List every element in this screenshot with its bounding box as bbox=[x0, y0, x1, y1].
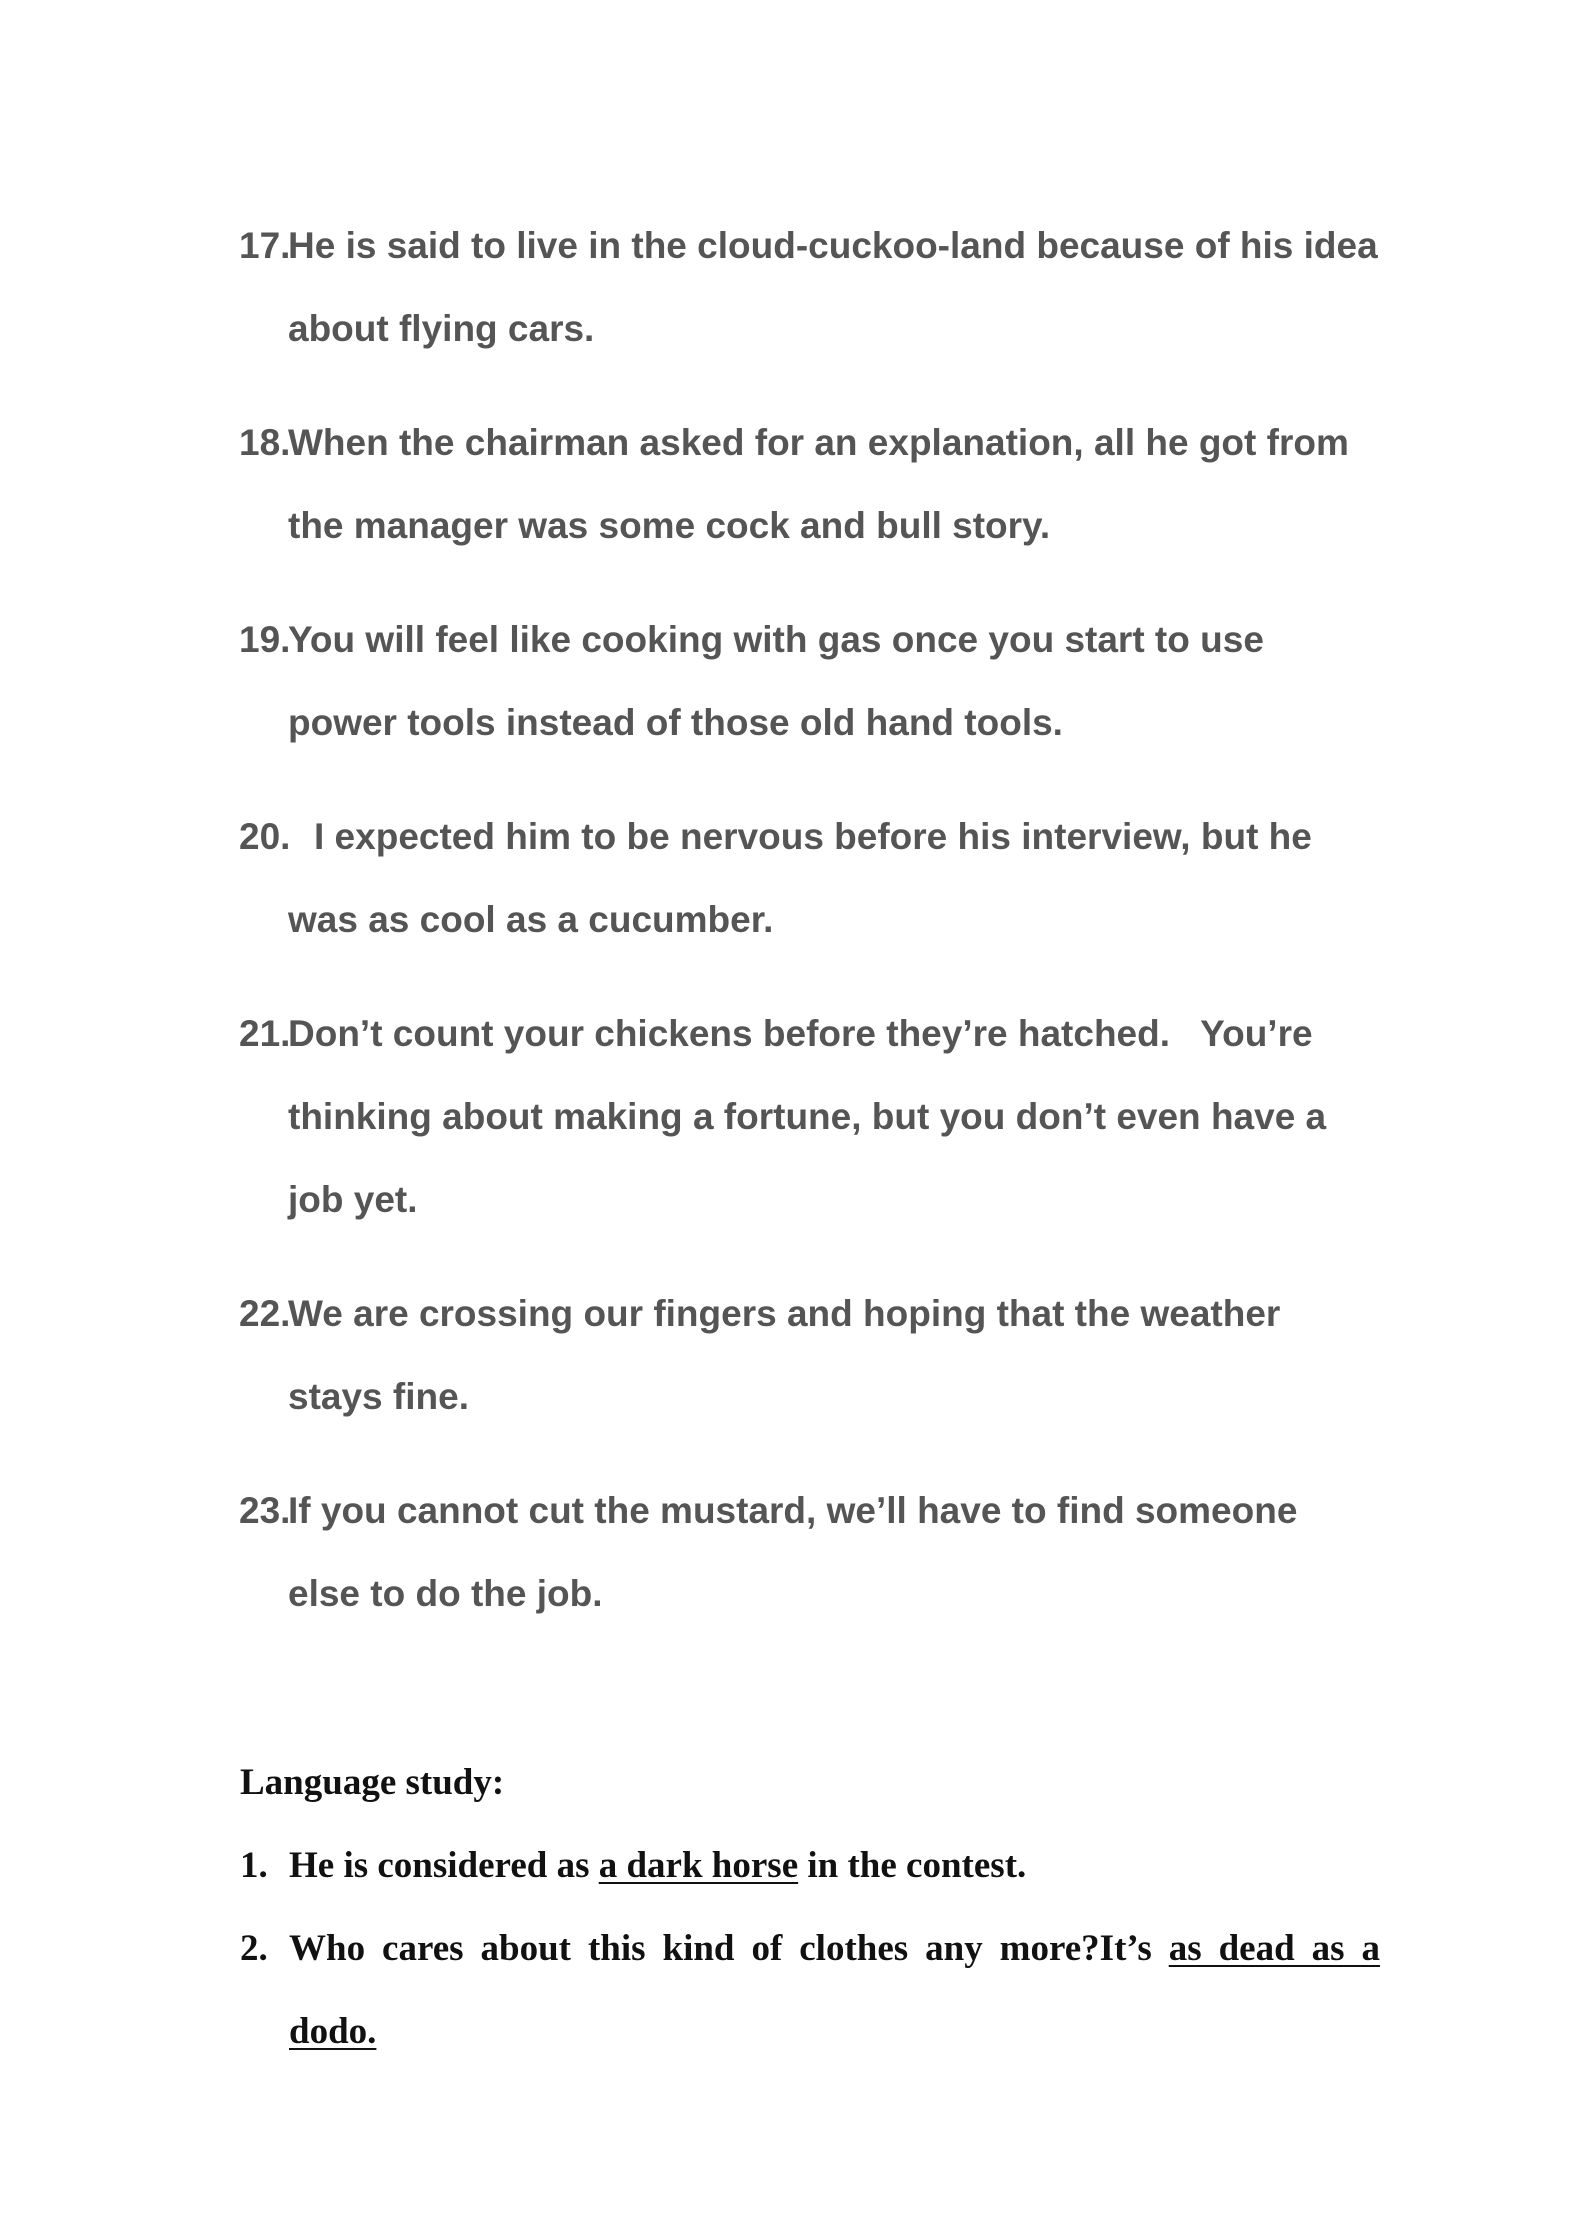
sentence-start: He is considered as bbox=[289, 1845, 599, 1886]
list-item bbox=[239, 992, 1379, 1241]
item-number: 2. bbox=[240, 1928, 268, 1969]
item-text: When the chairman asked for an explanation, all he got from the manager was some cock and bull story. bbox=[288, 422, 1349, 546]
list-item bbox=[239, 401, 1379, 567]
underlined-idiom: a dark horse bbox=[598, 1845, 799, 1886]
item-text: You will feel like cooking with gas once you start to use power tools instead of those old hand tools. bbox=[288, 619, 1264, 743]
item-text: I expected him to be nervous before his interview, but he was as cool as a cucumber. bbox=[288, 816, 1312, 940]
item-text: If you cannot cut the mustard, we’ll have to find someone else to do the job. bbox=[288, 1490, 1298, 1614]
item-number: 21. bbox=[239, 1013, 291, 1054]
underlined-idiom: as dead as a dodo. bbox=[289, 1928, 1380, 2052]
idiom-example-list bbox=[239, 204, 1379, 1666]
item-text: He is said to live in the cloud-cuckoo-land because of his idea about flying cars. bbox=[288, 225, 1378, 349]
language-study-section bbox=[240, 1741, 1380, 2073]
item-text: We are crossing our fingers and hoping that the weather stays fine. bbox=[288, 1293, 1281, 1417]
item-number: 19. bbox=[239, 619, 291, 660]
sentence-end: in the contest. bbox=[798, 1845, 1027, 1886]
section-heading: Language study: bbox=[240, 1762, 505, 1803]
list-item bbox=[239, 598, 1379, 764]
item-number: 22. bbox=[239, 1293, 291, 1334]
study-item bbox=[240, 1824, 1380, 1907]
item-number: 23. bbox=[239, 1490, 291, 1531]
item-number: 18. bbox=[239, 422, 291, 463]
list-item bbox=[239, 204, 1379, 370]
list-item bbox=[239, 1272, 1379, 1438]
item-number: 20. bbox=[239, 816, 291, 857]
list-item bbox=[239, 1469, 1379, 1635]
item-number: 17. bbox=[239, 225, 291, 266]
item-text: Don’t count your chickens before they’re hatched. You’re thinking about making a fortune, but you don’t even have a job yet. bbox=[288, 1013, 1337, 1220]
sentence-start: Who cares about this kind of clothes any more?It’s bbox=[289, 1928, 1169, 1969]
item-number: 1. bbox=[240, 1845, 268, 1886]
list-item bbox=[239, 795, 1379, 961]
study-item bbox=[240, 1907, 1380, 2073]
